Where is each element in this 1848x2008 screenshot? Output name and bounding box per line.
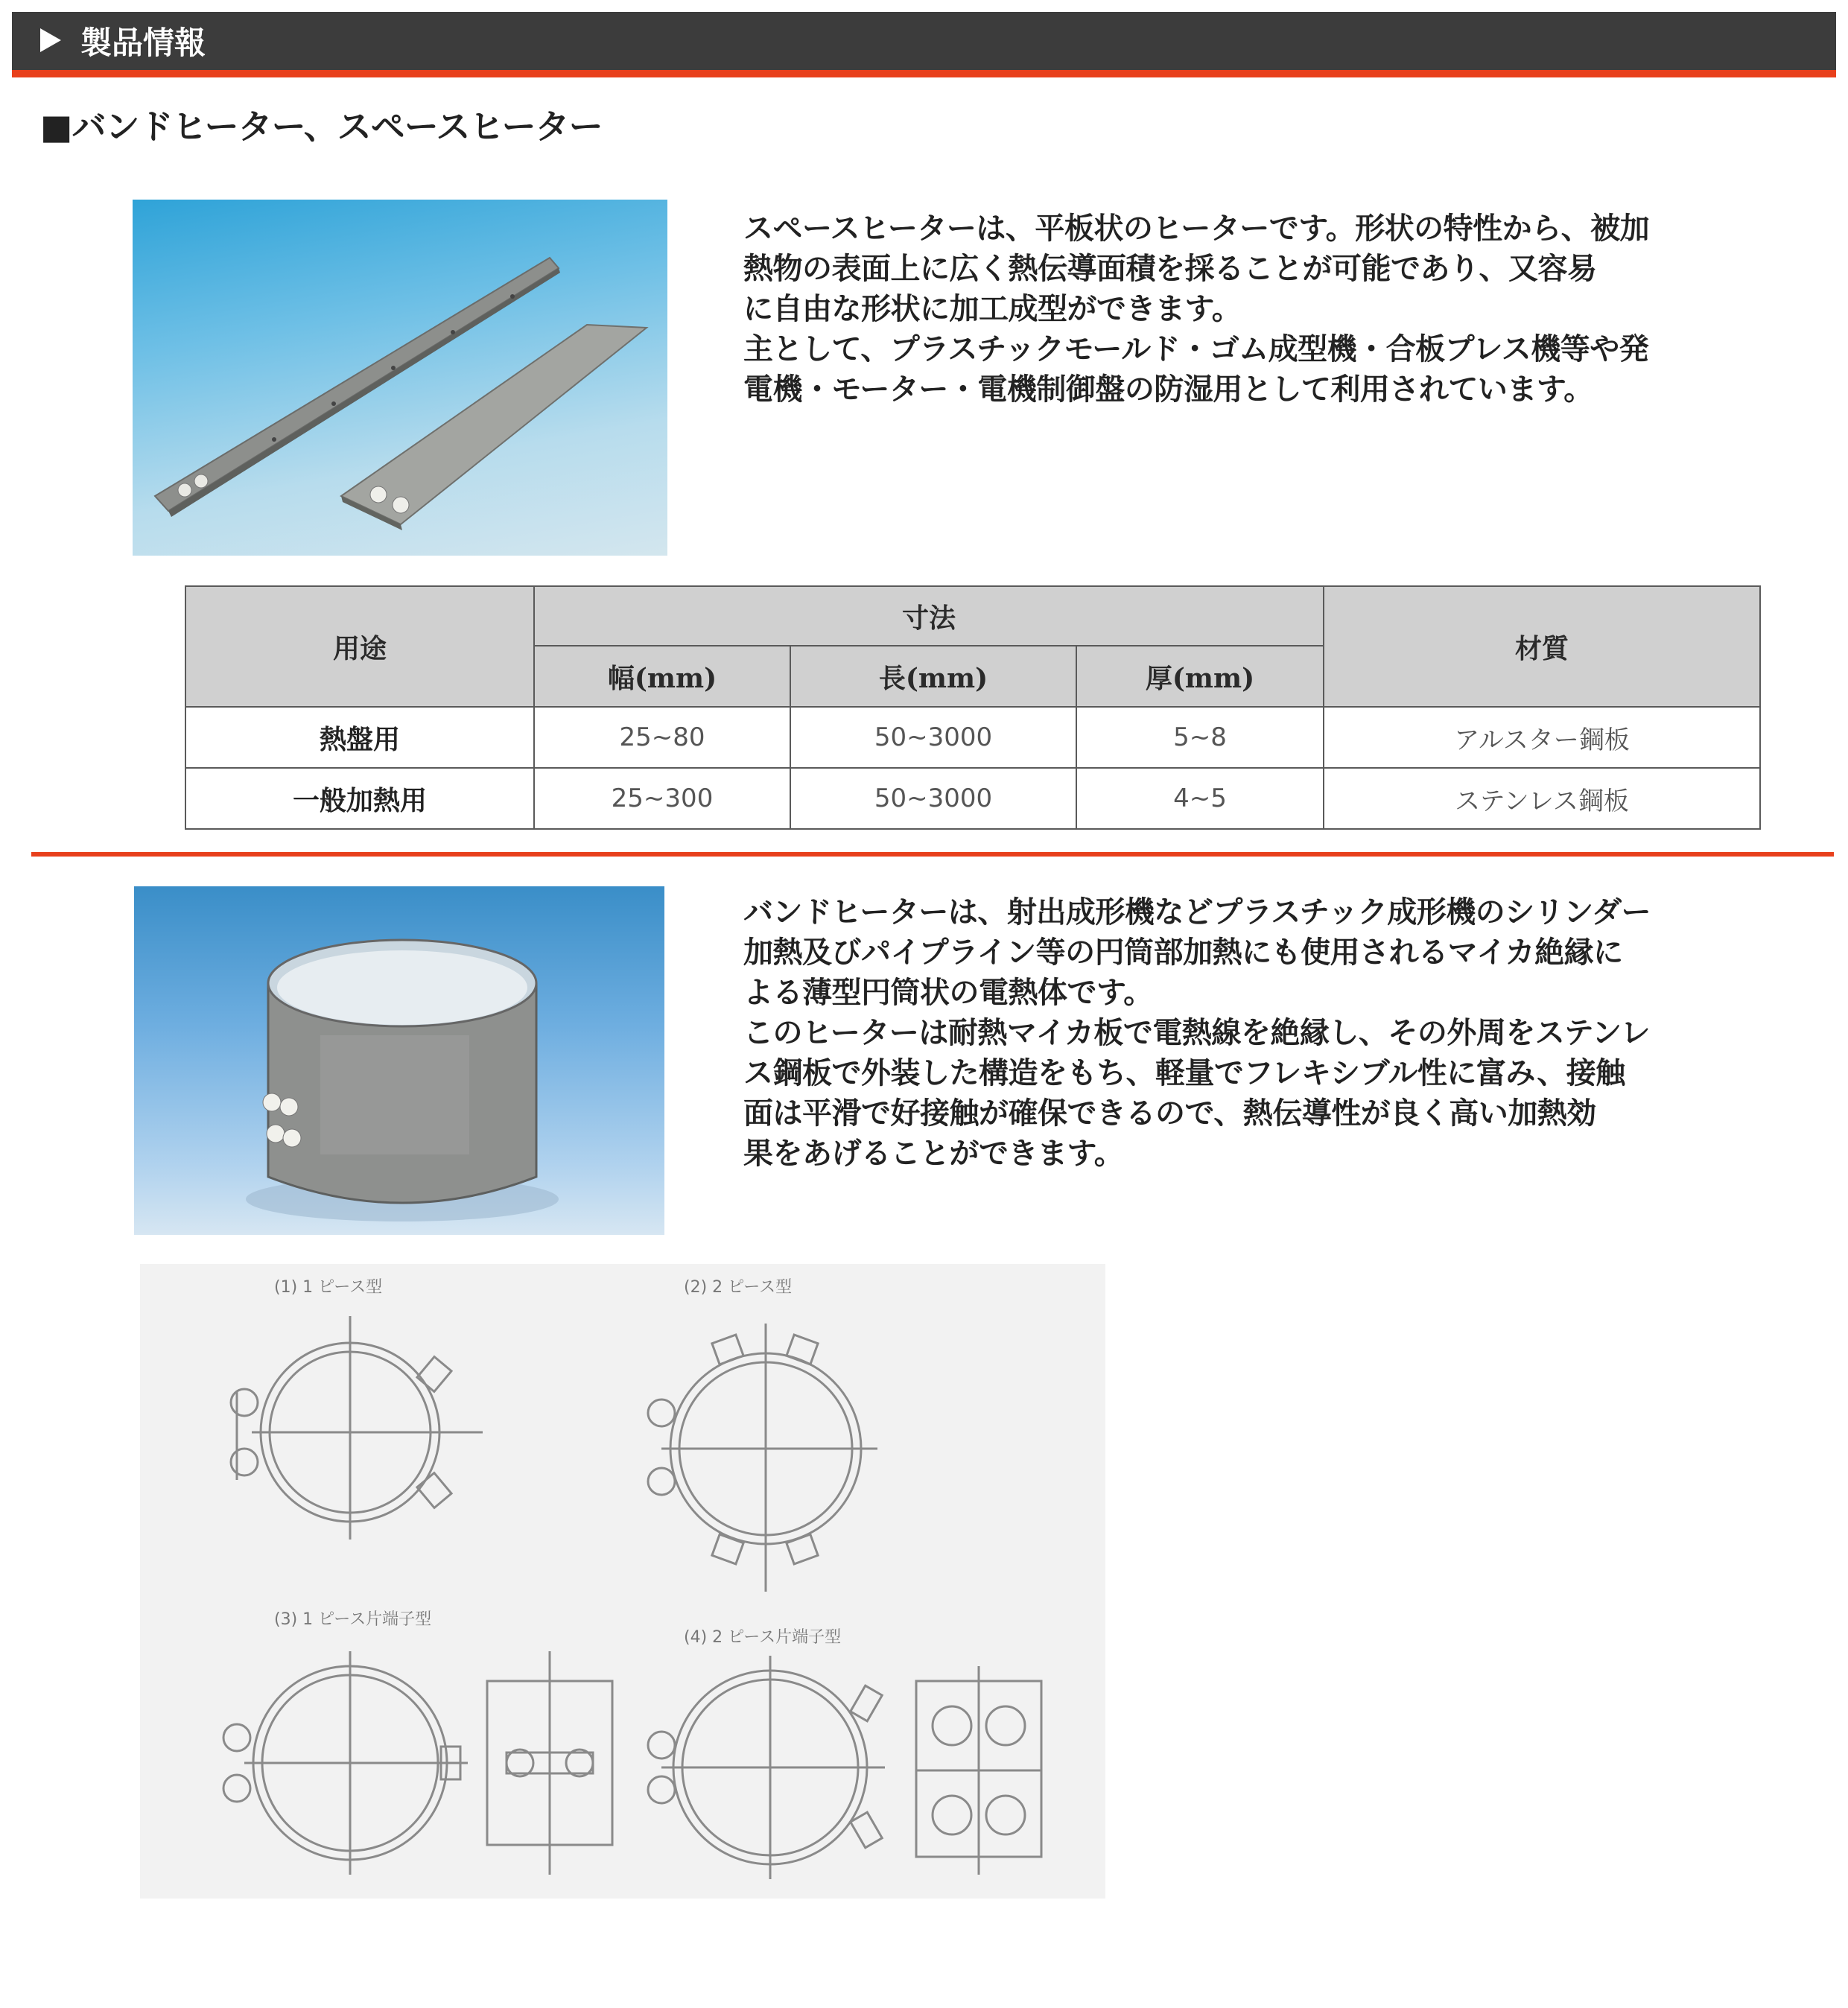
diagram-drawing <box>140 1264 1105 1899</box>
cell-length: 50~3000 <box>790 768 1076 829</box>
header-width: 幅(mm) <box>534 646 790 707</box>
band-heater-description: バンドヒーターは、射出成形機などプラスチック成形機のシリンダー 加熱及びパイプライン等の円筒部加熱にも使用されるマイカ絶縁に よる薄型円筒状の電熱体です。 このヒーターは耐熱マイカ板で電熱線を絶縁し、その外周をステンレ ス鋼板で外装した構造をもち、軽量でフレキシブル性に富み、接触 面は平滑で好接触が確保できるので、熱伝導性が良く高い加熱効 果をあげることができます。 <box>743 895 1651 1171</box>
section-header-bar <box>12 12 1836 77</box>
header-dimensions: 寸法 <box>534 586 1324 646</box>
cell-width: 25~300 <box>534 768 790 829</box>
band-heater-diagram <box>140 1264 1105 1899</box>
page-title: ■バンドヒーター、スペースヒーター <box>40 107 603 147</box>
cell-width: 25~80 <box>534 707 790 768</box>
section-divider <box>31 852 1834 857</box>
diagram-label-2: (2) 2 ピース型 <box>684 1278 793 1297</box>
header-length: 長(mm) <box>790 646 1076 707</box>
diagram-label-1: (1) 1 ピース型 <box>274 1278 383 1297</box>
table-row <box>185 707 1760 768</box>
header-use: 用途 <box>185 586 534 707</box>
space-heater-description: スペースヒーターは、平板状のヒーターです。形状の特性から、被加 熱物の表面上に広く熱伝導面積を採ることが可能であり、又容易 に自由な形状に加工成型ができます。 主として、プラスチックモールド・ゴム成型機・合板プレス機等や発 電機・モーター・電機制御盤の防湿用として利用されています。 <box>743 212 1650 407</box>
cell-material: ステンレス鋼板 <box>1324 768 1760 829</box>
cell-thickness: 5~8 <box>1076 707 1324 768</box>
space-heater-photo <box>133 200 667 556</box>
cell-thickness: 4~5 <box>1076 768 1324 829</box>
spec-table <box>185 585 1761 830</box>
band-heater-photo <box>134 886 664 1235</box>
table-row <box>185 768 1760 829</box>
cell-use: 一般加熱用 <box>185 768 534 829</box>
diagram-label-4: (4) 2 ピース片端子型 <box>684 1628 842 1647</box>
header-thickness: 厚(mm) <box>1076 646 1324 707</box>
cell-length: 50~3000 <box>790 707 1076 768</box>
header-title: 製品情報 <box>80 25 206 61</box>
header-material: 材質 <box>1324 586 1760 707</box>
cell-use: 熱盤用 <box>185 707 534 768</box>
diagram-label-3: (3) 1 ピース片端子型 <box>274 1610 432 1629</box>
cell-material: アルスター鋼板 <box>1324 707 1760 768</box>
play-arrow-icon <box>40 28 61 52</box>
